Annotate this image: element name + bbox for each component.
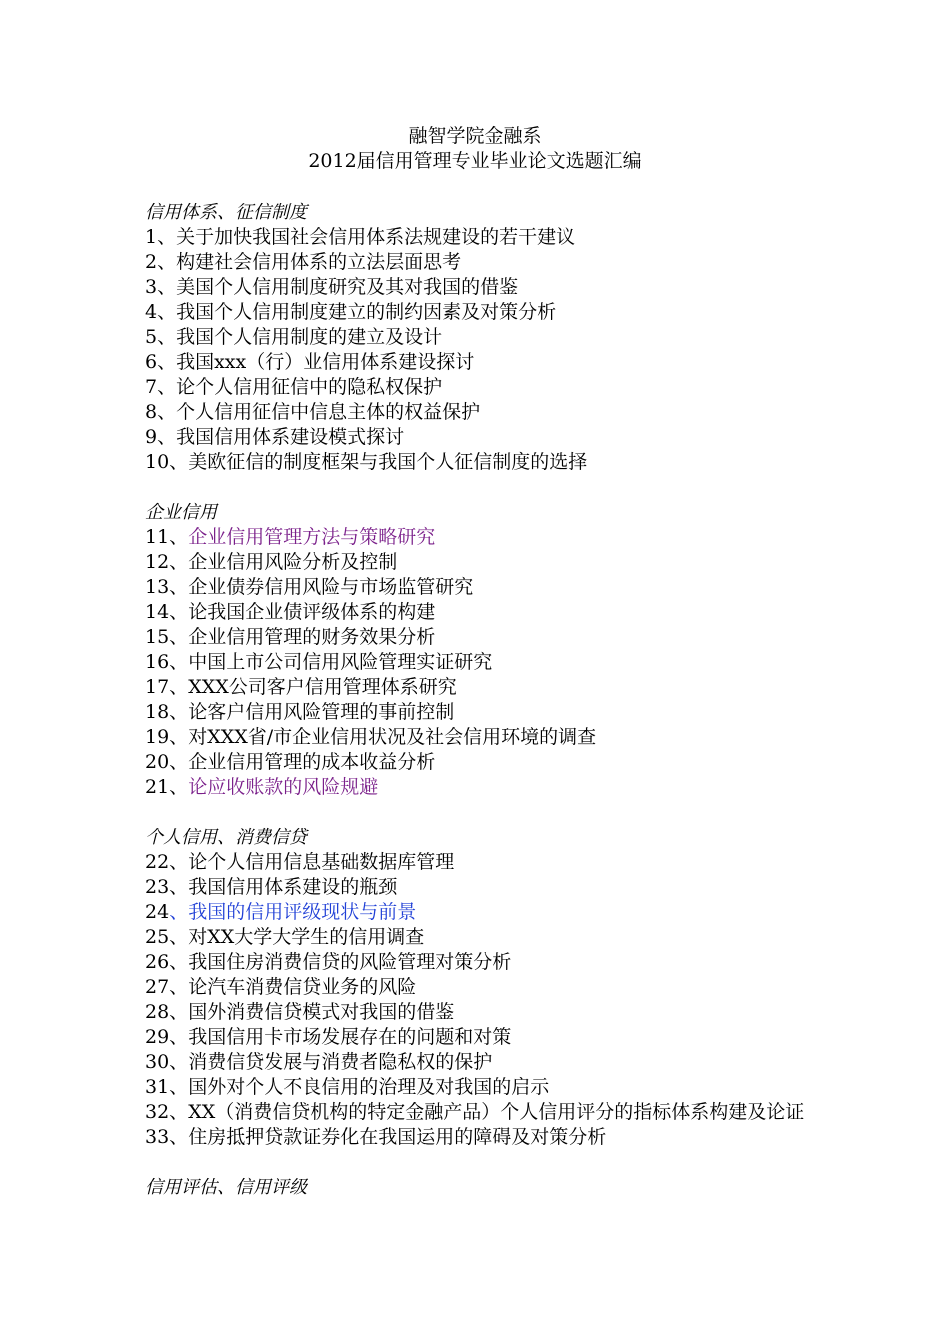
topic-number: 13、 xyxy=(145,576,189,598)
topic-number: 1、 xyxy=(145,226,177,248)
document-title-line1: 融智学院金融系 xyxy=(408,125,542,147)
topic-number: 25、 xyxy=(145,926,189,948)
topic-item xyxy=(145,250,835,275)
topic-number: 26、 xyxy=(145,951,189,973)
section-spacer xyxy=(145,800,835,825)
topic-text: 论我国企业债评级体系的构建 xyxy=(188,601,436,623)
topic-number: 28、 xyxy=(145,1001,189,1023)
topic-text: 我国个人信用制度的建立及设计 xyxy=(176,326,443,348)
topic-number: 20、 xyxy=(145,751,189,773)
topic-text: 论汽车消费信贷业务的风险 xyxy=(188,976,417,998)
topic-number: 21、 xyxy=(145,776,189,798)
topic-item xyxy=(145,850,835,875)
topic-item xyxy=(145,725,835,750)
topic-text: 国外对个人不良信用的治理及对我国的启示 xyxy=(188,1076,550,1098)
topic-text: 我国信用体系建设模式探讨 xyxy=(176,426,405,448)
topic-number: 14、 xyxy=(145,601,189,623)
topic-list xyxy=(145,200,835,1200)
topic-number: 17、 xyxy=(145,676,189,698)
topic-item xyxy=(145,325,835,350)
topic-item xyxy=(145,575,835,600)
topic-text: 企业信用管理的成本收益分析 xyxy=(188,751,436,773)
topic-item xyxy=(145,275,835,300)
topic-number: 5、 xyxy=(145,326,177,348)
topic-number: 33、 xyxy=(145,1126,189,1148)
topic-number: 31、 xyxy=(145,1076,189,1098)
topic-text: 企业债券信用风险与市场监管研究 xyxy=(188,576,474,598)
topic-text: 我国xxx（行）业信用体系建设探讨 xyxy=(176,351,475,373)
topic-number: 4、 xyxy=(145,301,177,323)
section-heading-personal-credit: 个人信用、消费信贷 xyxy=(145,827,307,848)
topic-item xyxy=(145,350,835,375)
topic-item xyxy=(145,1000,835,1025)
topic-number: 3、 xyxy=(145,276,177,298)
topic-item xyxy=(145,1125,835,1150)
topic-text: 我国住房消费信贷的风险管理对策分析 xyxy=(188,951,512,973)
topic-text: 美欧征信的制度框架与我国个人征信制度的选择 xyxy=(188,451,588,473)
topic-text: 国外消费信贷模式对我国的借鉴 xyxy=(188,1001,455,1023)
topic-number: 16、 xyxy=(145,651,189,673)
topic-text: 对XX大学大学生的信用调查 xyxy=(188,926,425,948)
topic-text-highlighted: 论应收账款的风险规避 xyxy=(188,776,379,798)
topic-number: 15、 xyxy=(145,626,189,648)
topic-text: 我国信用体系建设的瓶颈 xyxy=(188,876,398,898)
topic-item xyxy=(145,550,835,575)
topic-number: 27、 xyxy=(145,976,189,998)
topic-item xyxy=(145,375,835,400)
topic-number: 2、 xyxy=(145,251,177,273)
topic-text: XX（消费信贷机构的特定金融产品）个人信用评分的指标体系构建及论证 xyxy=(188,1101,805,1123)
topic-number: 19、 xyxy=(145,726,189,748)
document-title-line2: 2012届信用管理专业毕业论文选题汇编 xyxy=(308,150,642,172)
topic-number: 11、 xyxy=(145,526,189,548)
topic-text: 企业信用管理的财务效果分析 xyxy=(188,626,436,648)
topic-item xyxy=(145,775,835,800)
topic-text: 我国个人信用制度建立的制约因素及对策分析 xyxy=(176,301,557,323)
topic-item xyxy=(145,675,835,700)
topic-number: 7、 xyxy=(145,376,177,398)
section-heading-credit-system: 信用体系、征信制度 xyxy=(145,202,307,223)
topic-text-highlighted: 、我国的信用评级现状与前景 xyxy=(169,901,417,923)
topic-item xyxy=(145,925,835,950)
topic-item xyxy=(145,400,835,425)
topic-number: 18、 xyxy=(145,701,189,723)
topic-item xyxy=(145,900,835,925)
topic-text: 美国个人信用制度研究及其对我国的借鉴 xyxy=(176,276,519,298)
topic-text: 我国信用卡市场发展存在的问题和对策 xyxy=(188,1026,512,1048)
topic-item xyxy=(145,600,835,625)
topic-number: 9、 xyxy=(145,426,177,448)
topic-number: 32、 xyxy=(145,1101,189,1123)
topic-text: 住房抵押贷款证券化在我国运用的障碍及对策分析 xyxy=(188,1126,607,1148)
topic-number: 6、 xyxy=(145,351,177,373)
topic-item xyxy=(145,975,835,1000)
section-heading-credit-rating: 信用评估、信用评级 xyxy=(145,1177,307,1198)
topic-text: 消费信贷发展与消费者隐私权的保护 xyxy=(188,1051,493,1073)
topic-item xyxy=(145,425,835,450)
topic-item xyxy=(145,525,835,550)
topic-number: 24 xyxy=(145,901,170,923)
topic-item xyxy=(145,1075,835,1100)
topic-item xyxy=(145,750,835,775)
section-spacer xyxy=(145,1150,835,1175)
topic-item xyxy=(145,225,835,250)
topic-item xyxy=(145,300,835,325)
topic-number: 12、 xyxy=(145,551,189,573)
topic-number: 10、 xyxy=(145,451,189,473)
section-spacer xyxy=(145,475,835,500)
topic-text: 对XXX省/市企业信用状况及社会信用环境的调查 xyxy=(188,726,597,748)
topic-item xyxy=(145,1050,835,1075)
topic-text: 论个人信用信息基础数据库管理 xyxy=(188,851,455,873)
topic-number: 23、 xyxy=(145,876,189,898)
topic-text: 企业信用风险分析及控制 xyxy=(188,551,398,573)
topic-item xyxy=(145,450,835,475)
topic-number: 22、 xyxy=(145,851,189,873)
topic-item xyxy=(145,950,835,975)
topic-text: 构建社会信用体系的立法层面思考 xyxy=(176,251,462,273)
topic-number: 30、 xyxy=(145,1051,189,1073)
topic-item xyxy=(145,1025,835,1050)
topic-text: 个人信用征信中信息主体的权益保护 xyxy=(176,401,481,423)
topic-number: 8、 xyxy=(145,401,177,423)
topic-text: 论客户信用风险管理的事前控制 xyxy=(188,701,455,723)
topic-text: 中国上市公司信用风险管理实证研究 xyxy=(188,651,493,673)
topic-item xyxy=(145,875,835,900)
topic-text: 论个人信用征信中的隐私权保护 xyxy=(176,376,443,398)
topic-item xyxy=(145,700,835,725)
topic-number: 29、 xyxy=(145,1026,189,1048)
topic-item xyxy=(145,625,835,650)
topic-text-highlighted: 企业信用管理方法与策略研究 xyxy=(188,526,436,548)
topic-item xyxy=(145,1100,825,1125)
topic-text: XXX公司客户信用管理体系研究 xyxy=(188,676,457,698)
topic-item xyxy=(145,650,835,675)
section-heading-corporate-credit: 企业信用 xyxy=(145,502,217,523)
topic-text: 关于加快我国社会信用体系法规建设的若干建议 xyxy=(176,226,576,248)
